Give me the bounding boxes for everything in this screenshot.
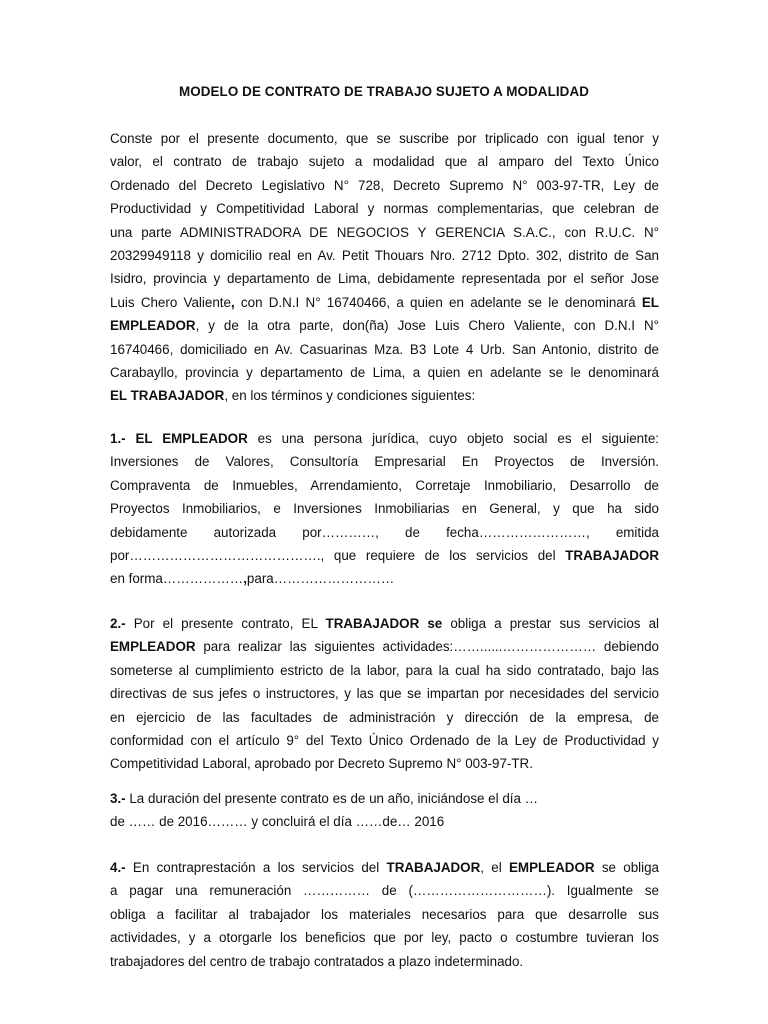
text-line: de …… de 2016……… y concluirá el día ……de… 2016 [110,814,445,830]
text-line: una parte ADMINISTRADORA DE NEGOCIOS Y GERENCIA S.A.C., con R.U.C. N° [110,224,659,240]
clause-4 [110,856,659,973]
text-line: Ordenado del Decreto Legislativo N° 728, Decreto Supremo N° 003-97-TR, Ley de [110,177,659,193]
text-line [110,314,659,337]
text-line: debidamente autorizada por…………, de fecha……………………, emitida [110,524,659,540]
text-line: conformidad con el artículo 9° del Texto Único Ordenado de la Ley de Productividad y [110,733,659,749]
party-label: EL [641,294,659,310]
clause-1 [110,427,659,591]
text-fragment: por……………………………………., que requiere de los servicios del [110,548,566,564]
clause-2 [110,612,659,776]
clause-number: 3.- [110,791,126,806]
text-line: obliga a facilitar al trabajador los materiales necesarios para que desarrolle sus [110,906,659,922]
text-line: someterse al cumplimiento estricto de la labor, para la cual ha sido contratado, bajo las [110,662,659,678]
party-label: EL TRABAJADOR [110,388,225,404]
text-fragment: para……………………… [246,571,395,587]
text-fragment: , en los términos y condiciones siguientes: [224,388,476,404]
intro-paragraph [110,127,659,408]
clause-3 [110,787,659,834]
text-line: trabajadores del centro de trabajo contratados a plazo indeterminado. [110,953,524,969]
clause-number: 4.- [110,860,126,875]
party-label: EMPLEADOR [110,318,196,334]
document-title: MODELO DE CONTRATO DE TRABAJO SUJETO A MODALIDAD [178,84,589,99]
party-label: EMPLEADOR [508,860,595,875]
text-line [110,291,659,314]
text-line [110,635,659,658]
text-fragment: , y de la otra parte, don(ña) Jose Luis Chero Valiente, con D.N.I N° [195,318,659,334]
text-line [110,612,659,635]
text-fragment: se obliga [594,860,659,875]
clause-number: 2.- [110,616,126,631]
text-line [110,856,659,879]
text-line: Compraventa de Inmuebles, Arrendamiento, Corretaje Inmobiliario, Desarrollo de [110,477,659,493]
text-line: directivas de sus jefes o instructores, y las que se impartan por necesidades del servicio [110,686,659,702]
text-line: valor, el contrato de trabajo sujeto a modalidad que al amparo del Texto Único [110,154,659,170]
text-fragment: En contraprestación a los servicios del [125,860,387,875]
text-line: Carabayllo, provincia y departamento de Lima, a quien en adelante se le denominará [110,365,659,381]
text-fragment: para realizar las siguientes actividades:……......………………… debiendo [195,639,659,655]
text-line: Conste por el presente documento, que se suscribe por triplicado con igual tenor y [110,131,659,146]
party-label: EMPLEADOR [110,639,196,655]
party-label: TRABAJADOR [565,548,659,564]
bold-comma: , [230,294,235,310]
bold-comma: , [243,571,247,587]
text-line: a pagar una remuneración …………… de (…………………………). Igualmente se [110,883,659,899]
text-line: Proyectos Inmobiliarios, e Inversiones Inmobiliarias en General, y que ha sido [110,501,659,517]
text-fragment: La duración del presente contrato es de un año, iniciándose el día … [125,791,539,806]
party-label: TRABAJADOR [386,860,481,875]
text-line: Competitividad Laboral, aprobado por Decreto Supremo N° 003-97-TR. [110,756,533,772]
text-line: 20329949118 y domicilio real en Av. Petit Thouars Nro. 2712 Dpto. 302, distrito de San [110,248,659,264]
text-line [110,427,659,450]
text-fragment: , el [480,860,509,875]
text-line [110,787,659,810]
text-line: actividades, y a otorgarle los beneficios que por ley, pacto o costumbre tuvieran los [110,930,659,946]
text-fragment: Por el presente contrato, EL [125,616,326,631]
text-line: en ejercicio de las facultades de administración y dirección de la empresa, de [110,709,659,725]
party-label: TRABAJADOR se [325,616,443,631]
text-fragment: con D.N.I N° 16740466, a quien en adelante se le denominará [234,294,642,310]
text-fragment: es una persona jurídica, cuyo objeto social es el siguiente: [247,431,659,446]
text-line [110,384,659,407]
text-line: Inversiones de Valores, Consultoría Empresarial En Proyectos de Inversión. [110,454,659,470]
text-line [110,544,659,567]
text-fragment: obliga a prestar sus servicios al [442,616,659,631]
text-fragment: en forma……………… [110,571,244,587]
employer-rep-name: Luis Chero Valiente [110,294,231,310]
text-line: 16740466, domiciliado en Av. Casuarinas Mza. B3 Lote 4 Urb. San Antonio, distrito de [110,341,659,357]
text-line [110,567,659,590]
text-line: Productividad y Competitividad Laboral y normas complementarias, que celebran de [110,201,659,217]
text-line: Isidro, provincia y departamento de Lima, debidamente representada por el señor Jose [110,271,659,287]
clause-number: 1.- EL EMPLEADOR [110,431,248,446]
